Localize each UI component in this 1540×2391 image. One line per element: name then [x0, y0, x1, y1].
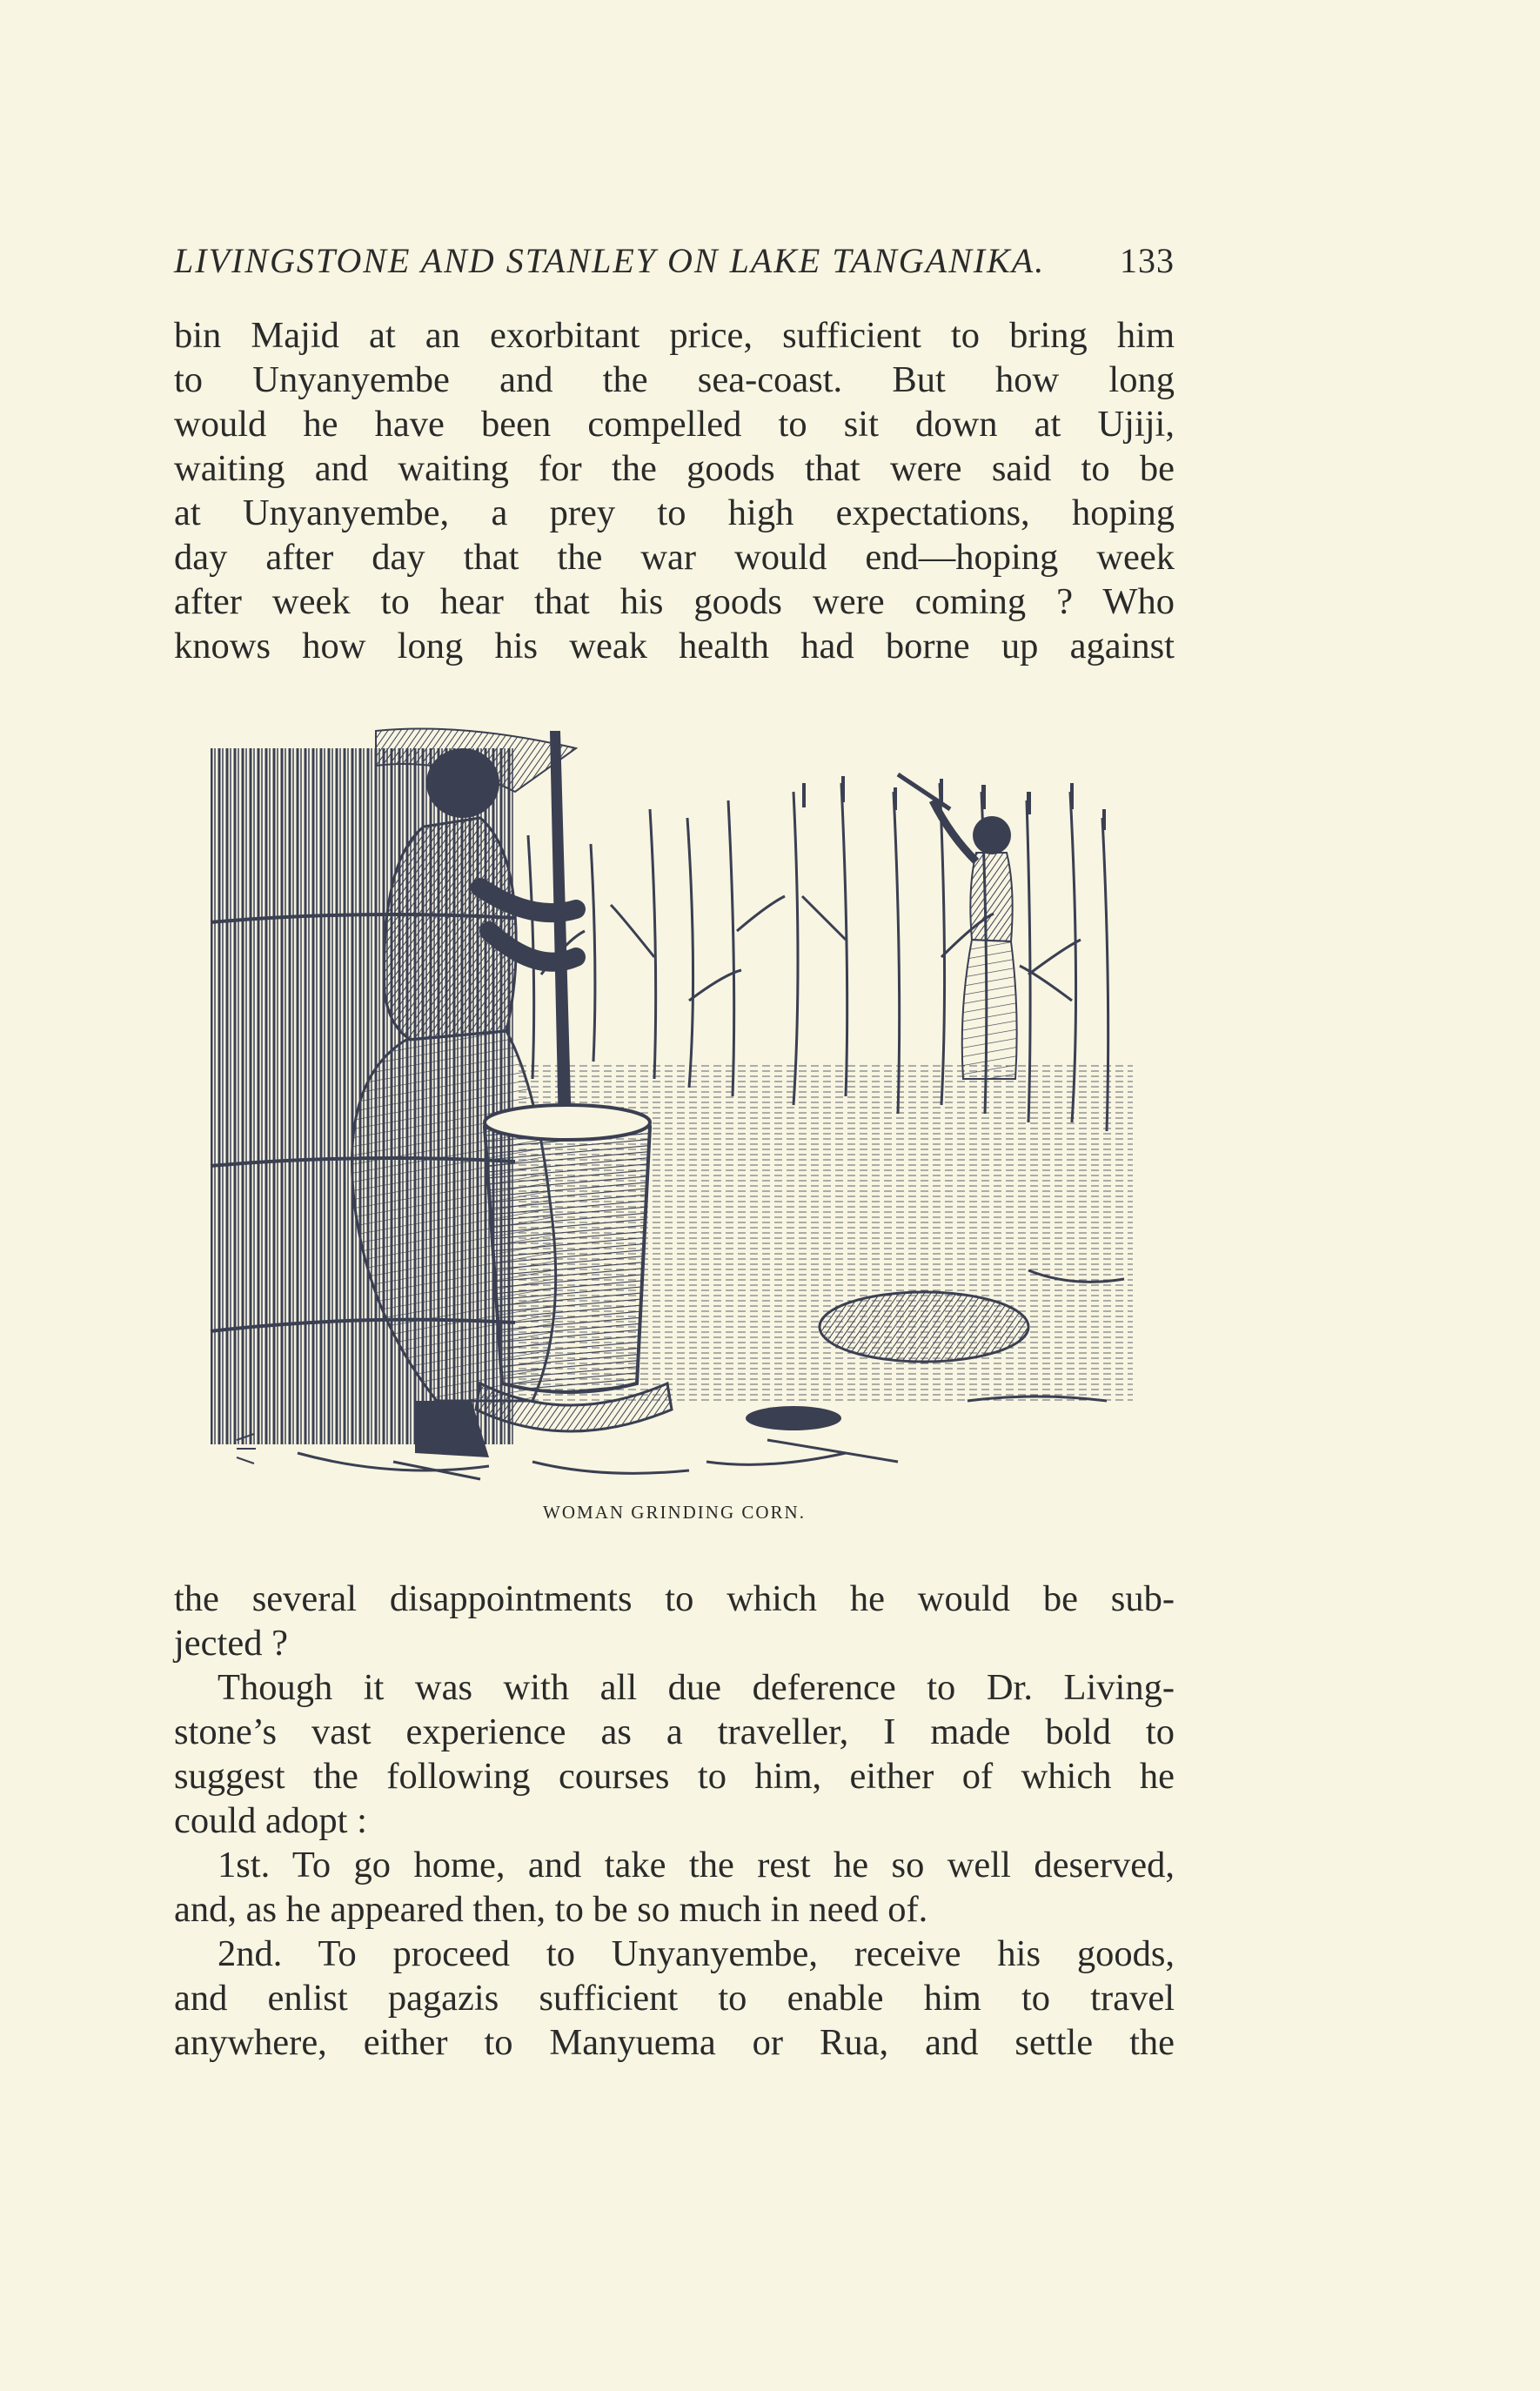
text-line: the several disappointments to which he would be sub-: [174, 1578, 1175, 1619]
text-line: jected ?: [174, 1623, 288, 1664]
text-line: would he have been compelled to sit down at Ujiji,: [174, 404, 1175, 445]
engraving-svg: [202, 713, 1168, 1488]
text-line: suggest the following courses to him, either of which he: [174, 1756, 1175, 1797]
text-line: stone’s vast experience as a traveller, I made bold to: [174, 1711, 1175, 1752]
text-line: could adopt :: [174, 1800, 367, 1841]
page-number: 133: [1120, 241, 1175, 280]
figure-caption: WOMAN GRINDING CORN.: [543, 1502, 806, 1523]
body-text-bottom: [174, 1577, 1175, 2065]
engraving-illustration: [202, 713, 1168, 1488]
text-line: knows how long his weak health had borne up against: [174, 626, 1175, 666]
text-line: 1st. To go home, and take the rest he so well deserved,: [218, 1845, 1175, 1885]
text-line: and, as he appeared then, to be so much in need of.: [174, 1889, 928, 1930]
text-line: Though it was with all due deference to Dr. Living-: [218, 1667, 1175, 1708]
text-line: waiting and waiting for the goods that were said to be: [174, 448, 1175, 489]
text-line: at Unyanyembe, a prey to high expectations, hoping: [174, 492, 1175, 533]
text-line: bin Majid at an exorbitant price, sufficient to bring him: [174, 315, 1175, 356]
text-line: day after day that the war would end—hoping week: [174, 537, 1175, 578]
text-line: anywhere, either to Manyuema or Rua, and settle the: [174, 2022, 1175, 2063]
body-text-top: [174, 313, 1175, 668]
running-header: [174, 240, 1175, 281]
text-line: after week to hear that his goods were coming ? Who: [174, 581, 1175, 622]
running-title: LIVINGSTONE AND STANLEY ON LAKE TANGANIKA.: [174, 241, 1046, 280]
text-line: and enlist pagazis sufficient to enable him to travel: [174, 1978, 1175, 2019]
text-line: to Unyanyembe and the sea-coast. But how long: [174, 359, 1175, 400]
text-line: 2nd. To proceed to Unyanyembe, receive his goods,: [218, 1933, 1175, 1974]
